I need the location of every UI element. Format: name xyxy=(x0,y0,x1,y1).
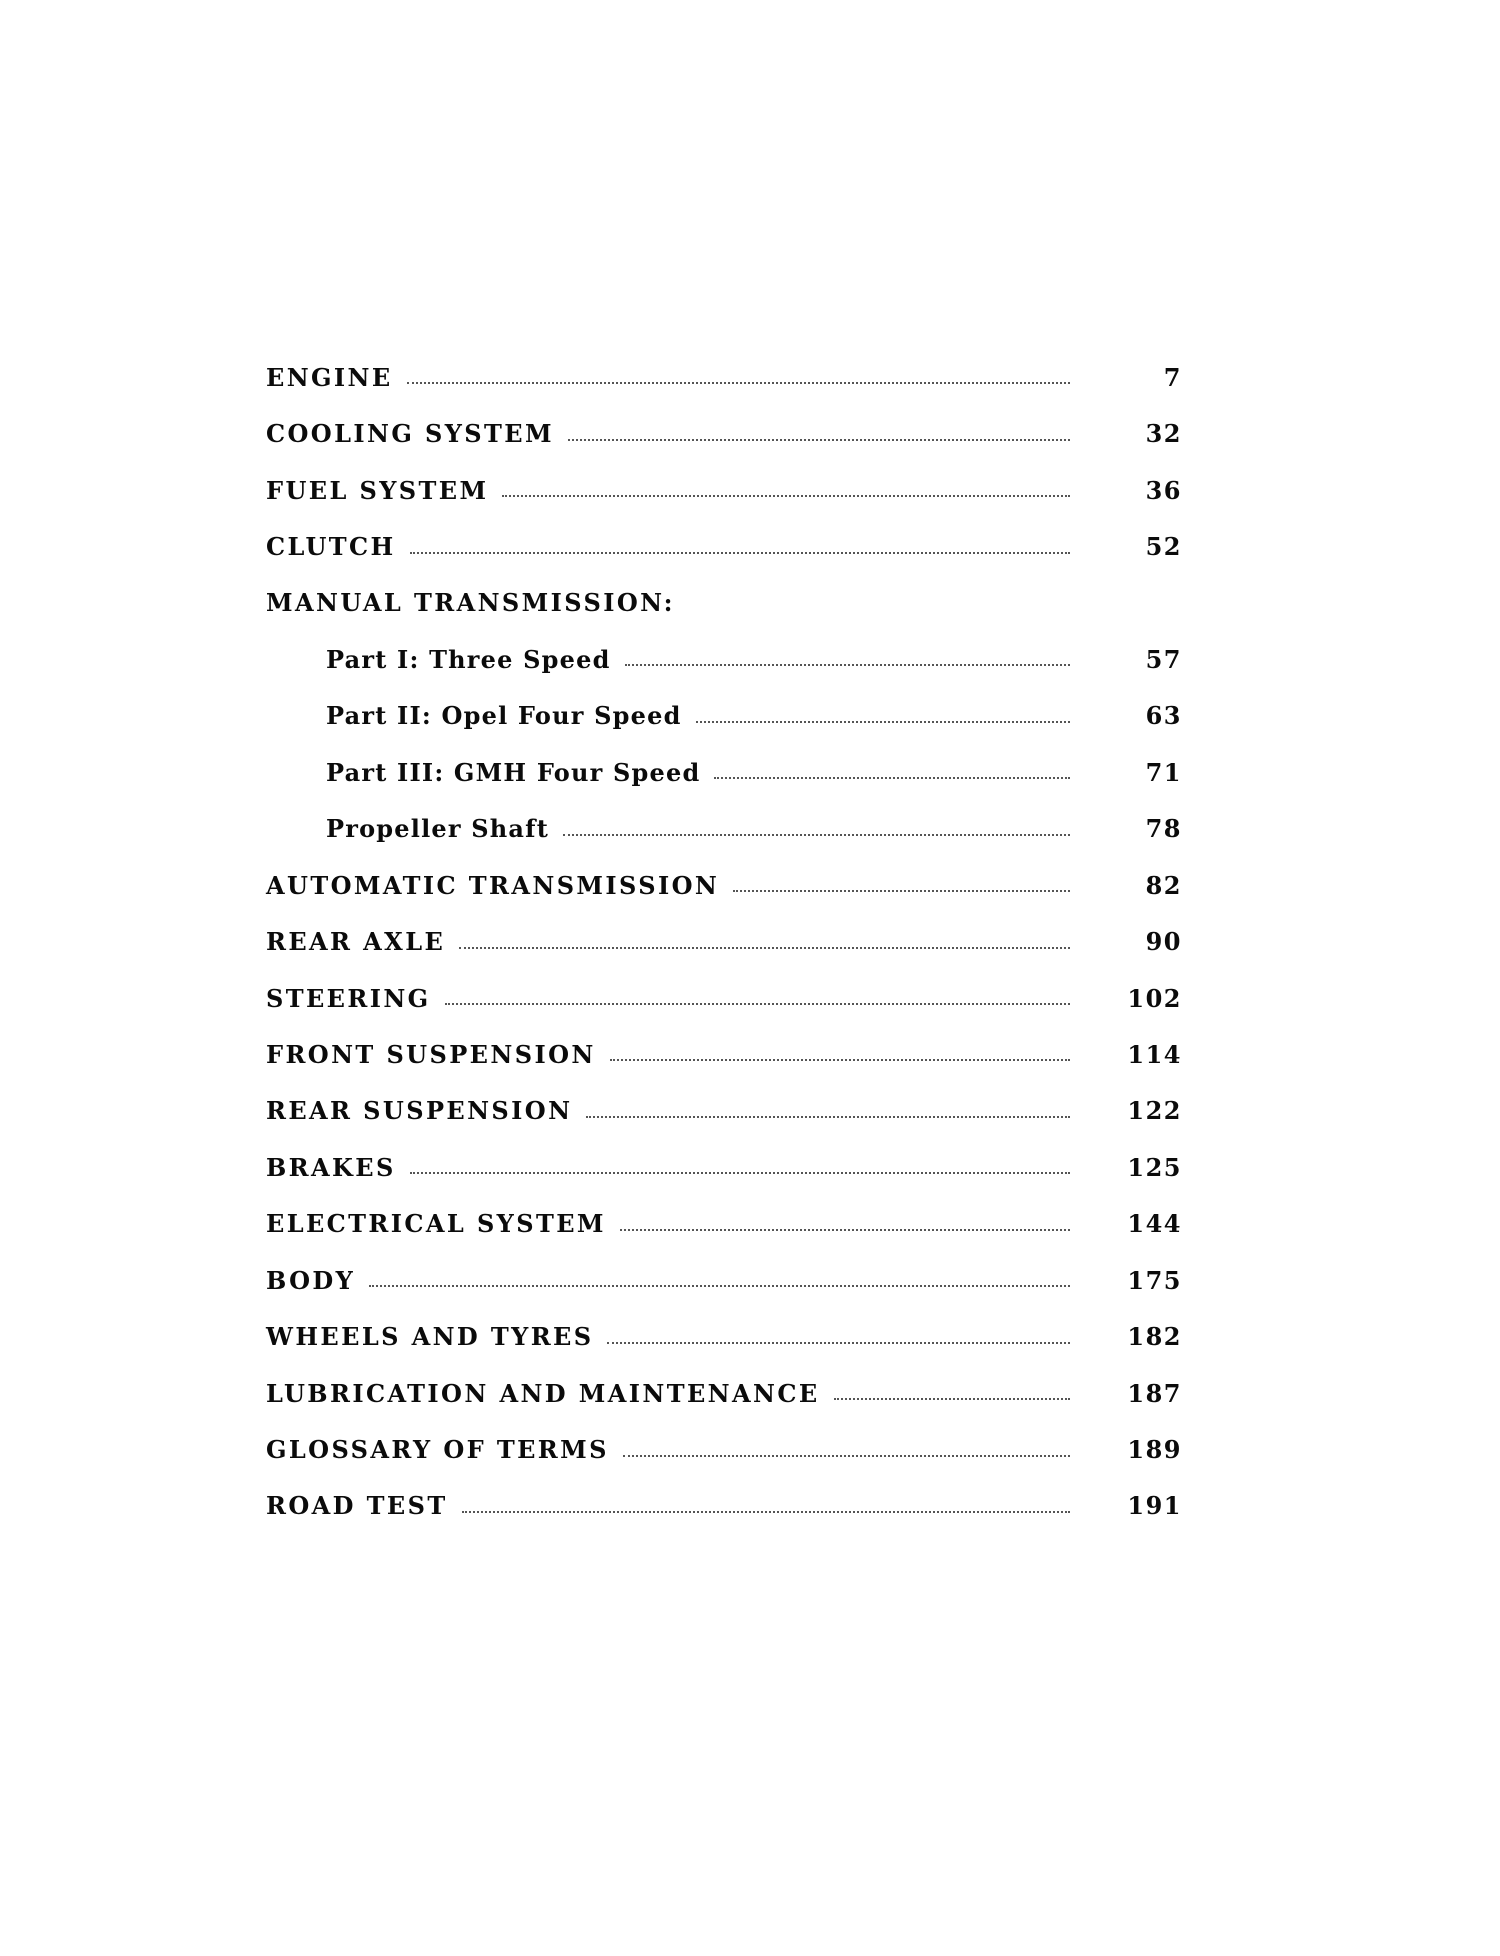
toc-heading-manual-transmission xyxy=(266,575,1182,631)
toc-entry-brakes xyxy=(266,1139,1182,1195)
toc-entry-electrical-system xyxy=(266,1196,1182,1252)
toc-entry-title: BRAKES xyxy=(266,1152,396,1182)
dot-leader xyxy=(445,1003,1070,1005)
toc-entry-title: Part II: Opel Four Speed xyxy=(326,701,682,731)
toc-entry-cooling-system xyxy=(266,405,1182,461)
toc-subentry-three-speed xyxy=(266,631,1182,687)
dot-leader xyxy=(410,1172,1070,1174)
dot-leader xyxy=(607,1342,1070,1344)
dot-leader xyxy=(502,495,1070,497)
toc-entry-title: AUTOMATIC TRANSMISSION xyxy=(266,870,720,900)
toc-entry-page: 63 xyxy=(1145,701,1182,731)
toc-entry-automatic-transmission xyxy=(266,857,1182,913)
dot-leader xyxy=(568,439,1070,441)
dot-leader xyxy=(620,1229,1070,1231)
toc-entry-title: Propeller Shaft xyxy=(326,814,549,844)
dot-leader xyxy=(462,1511,1070,1513)
toc-entry-page: 90 xyxy=(1145,927,1182,957)
toc-entry-title: BODY xyxy=(266,1265,356,1295)
toc-entry-title: ELECTRICAL SYSTEM xyxy=(266,1209,606,1239)
toc-subentry-opel-four-speed xyxy=(266,688,1182,744)
toc-entry-rear-axle xyxy=(266,913,1182,969)
toc-entry-title: LUBRICATION AND MAINTENANCE xyxy=(266,1378,820,1408)
toc-entry-page: 57 xyxy=(1145,644,1182,674)
toc-entry-page: 78 xyxy=(1145,814,1182,844)
dot-leader xyxy=(459,947,1070,949)
toc-entry-front-suspension xyxy=(266,1026,1182,1082)
dot-leader xyxy=(834,1398,1070,1400)
toc-entry-body xyxy=(266,1252,1182,1308)
toc-entry-page: 114 xyxy=(1127,1039,1182,1069)
toc-entry-page: 144 xyxy=(1127,1209,1182,1239)
dot-leader xyxy=(714,777,1070,779)
toc-entry-title: CLUTCH xyxy=(266,532,396,562)
dot-leader xyxy=(623,1455,1070,1457)
toc-subentry-gmh-four-speed xyxy=(266,744,1182,800)
toc-entry-page: 52 xyxy=(1145,532,1182,562)
dot-leader xyxy=(407,382,1070,384)
toc-entry-glossary-of-terms xyxy=(266,1421,1182,1477)
toc-entry-title: ROAD TEST xyxy=(266,1491,448,1521)
toc-entry-page: 187 xyxy=(1127,1378,1182,1408)
toc-entry-title: WHEELS AND TYRES xyxy=(266,1322,594,1352)
toc-entry-title: ENGINE xyxy=(266,362,393,392)
toc-subentry-propeller-shaft xyxy=(266,801,1182,857)
toc-entry-wheels-and-tyres xyxy=(266,1308,1182,1364)
toc-entry-title: GLOSSARY OF TERMS xyxy=(266,1435,609,1465)
toc-entry-engine xyxy=(266,349,1182,405)
toc-entry-steering xyxy=(266,970,1182,1026)
toc-entry-fuel-system xyxy=(266,462,1182,518)
dot-leader xyxy=(586,1116,1070,1118)
toc-entry-page: 189 xyxy=(1127,1435,1182,1465)
dot-leader xyxy=(369,1285,1070,1287)
toc-entry-page: 82 xyxy=(1145,870,1182,900)
toc-entry-page: 182 xyxy=(1127,1322,1182,1352)
toc-entry-page: 122 xyxy=(1127,1096,1182,1126)
toc-entry-page: 7 xyxy=(1163,362,1182,392)
toc-entry-page: 175 xyxy=(1127,1265,1182,1295)
toc-entry-road-test xyxy=(266,1478,1182,1534)
toc-entry-page: 125 xyxy=(1127,1152,1182,1182)
toc-entry-title: REAR SUSPENSION xyxy=(266,1096,573,1126)
toc-entry-title: STEERING xyxy=(266,983,431,1013)
toc-entry-title: Part I: Three Speed xyxy=(326,644,611,674)
toc-entry-title: FUEL SYSTEM xyxy=(266,475,489,505)
toc-entry-page: 102 xyxy=(1127,983,1182,1013)
toc-entry-page: 71 xyxy=(1145,757,1182,787)
toc-entry-lubrication-and-maintenance xyxy=(266,1365,1182,1421)
dot-leader xyxy=(410,552,1070,554)
dot-leader xyxy=(696,721,1070,723)
toc-entry-title: COOLING SYSTEM xyxy=(266,419,554,449)
toc-entry-title: REAR AXLE xyxy=(266,927,446,957)
dot-leader xyxy=(610,1059,1070,1061)
toc-entry-page: 32 xyxy=(1145,419,1182,449)
toc-entry-title: MANUAL TRANSMISSION: xyxy=(266,588,675,618)
table-of-contents xyxy=(266,349,1182,1534)
toc-entry-title: Part III: GMH Four Speed xyxy=(326,757,701,787)
dot-leader xyxy=(733,890,1070,892)
toc-entry-clutch xyxy=(266,518,1182,574)
toc-entry-rear-suspension xyxy=(266,1083,1182,1139)
toc-entry-page: 36 xyxy=(1145,475,1182,505)
dot-leader xyxy=(625,664,1070,666)
dot-leader xyxy=(563,834,1070,836)
toc-entry-page: 191 xyxy=(1127,1491,1182,1521)
toc-entry-title: FRONT SUSPENSION xyxy=(266,1039,596,1069)
